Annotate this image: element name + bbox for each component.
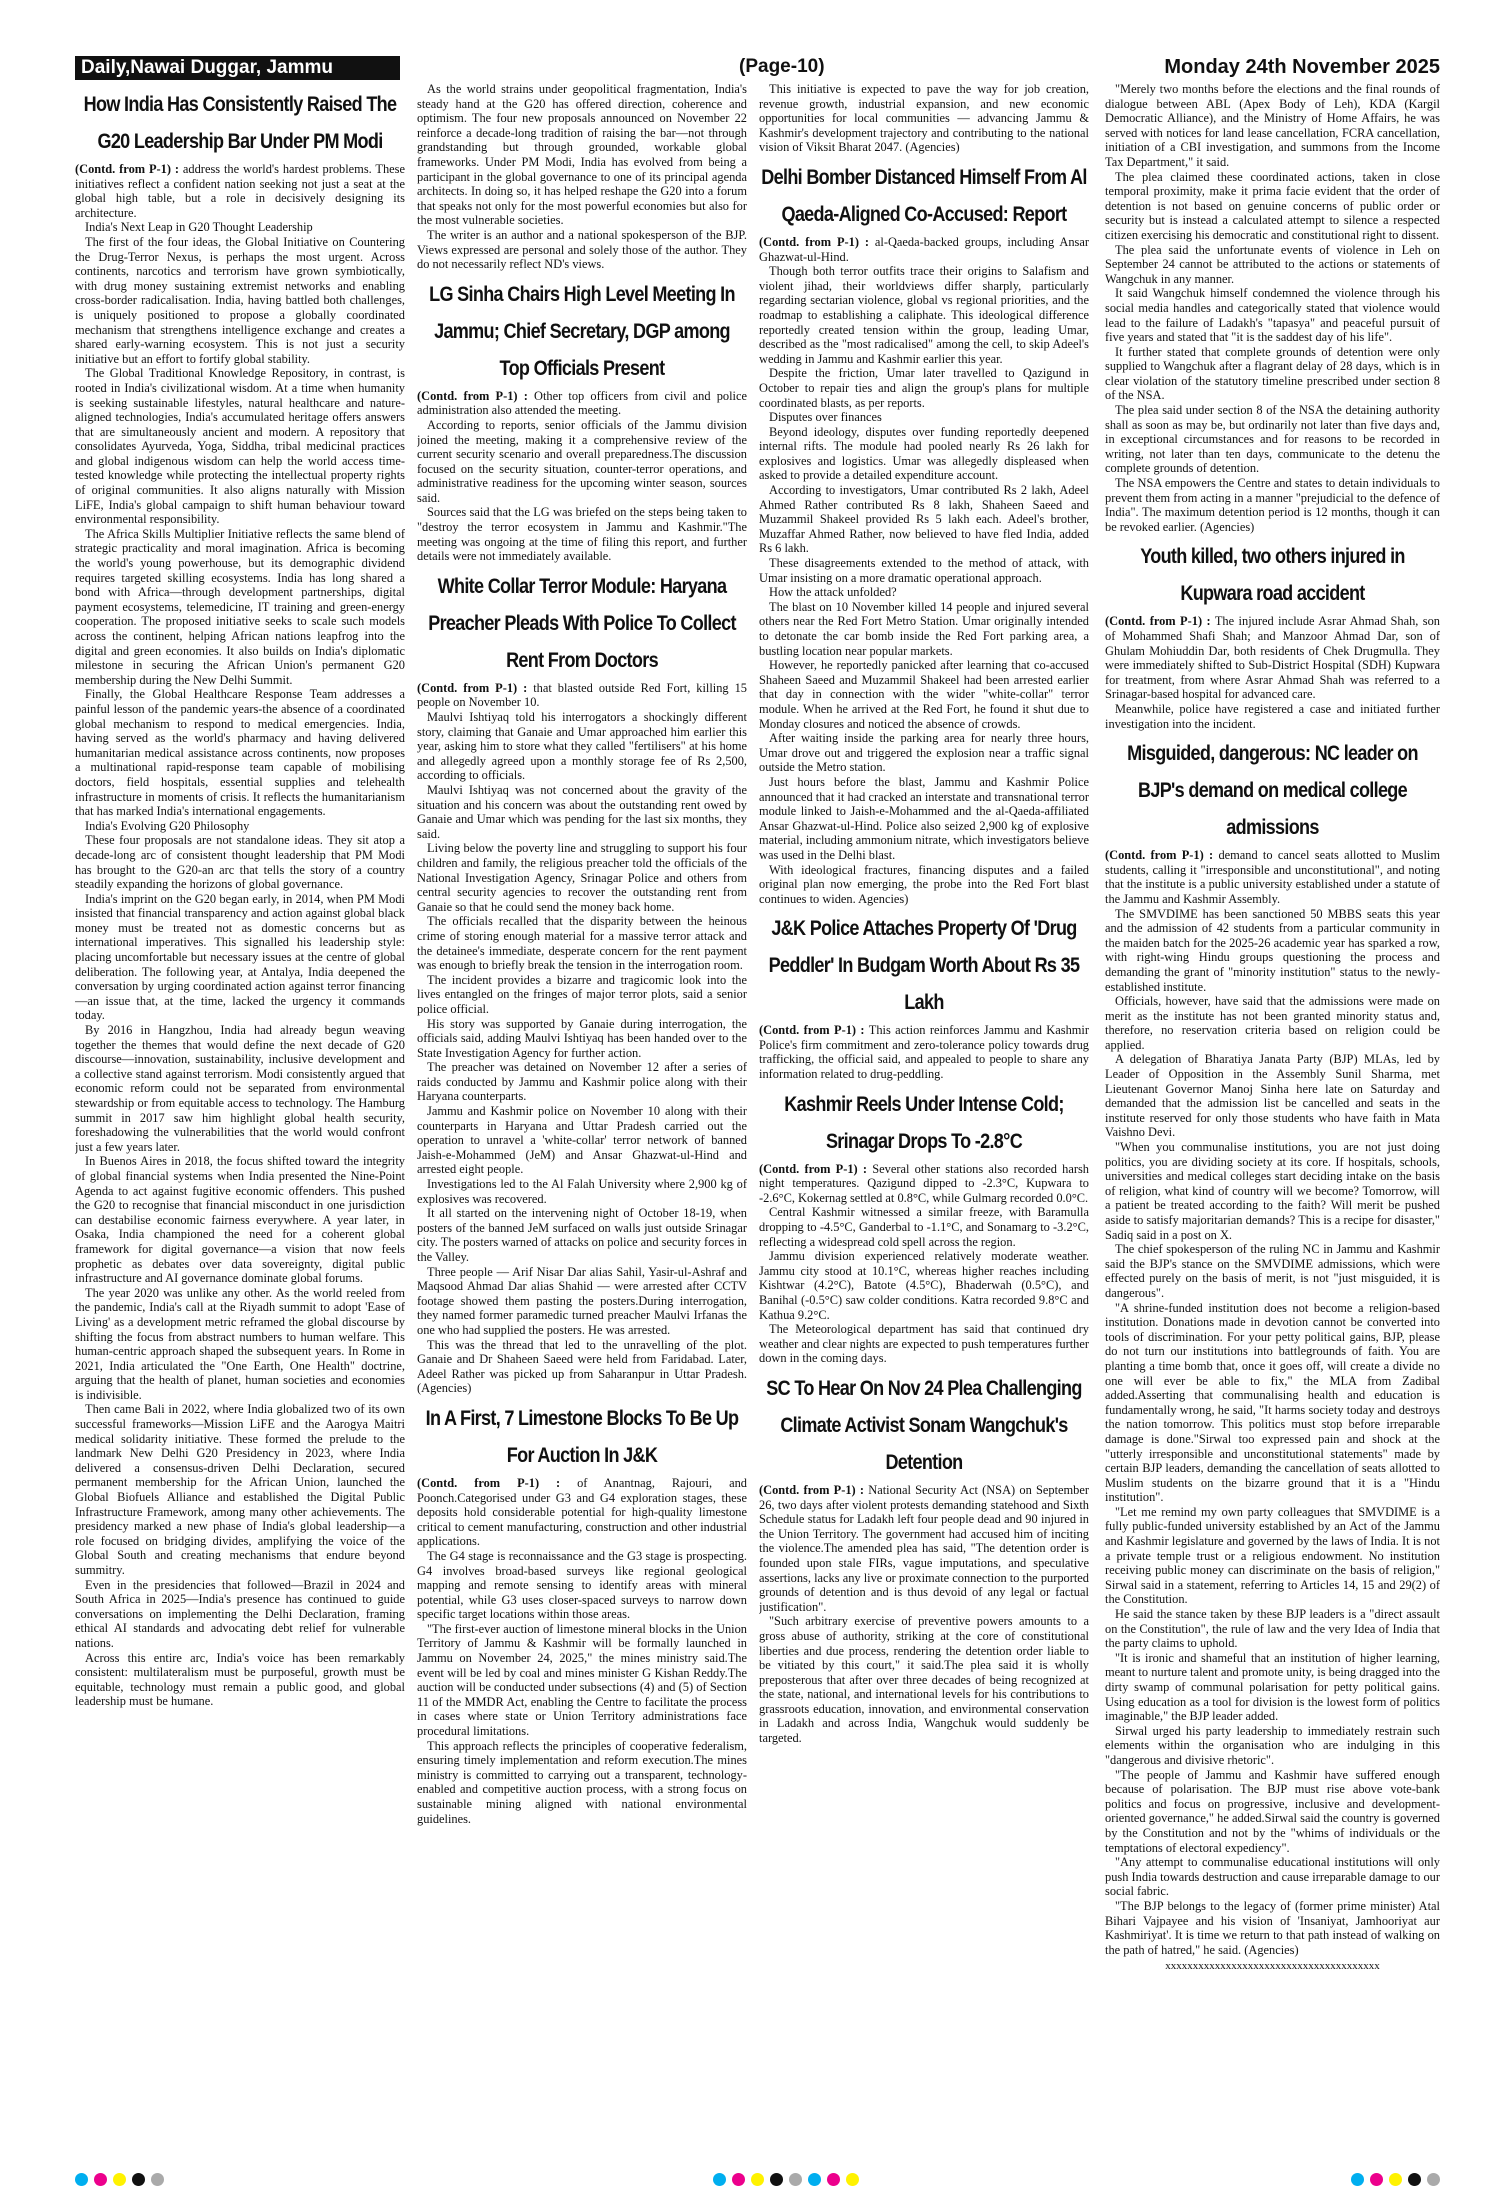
article-paragraph <box>1105 848 1440 906</box>
issue-date: Monday 24th November 2025 <box>1164 56 1440 78</box>
paragraph-text: of Anantnag, Rajouri, and Poonch.Categorised under G3 and G4 exploration stages, these deposits hold considerable potential for high-quality limestone critical to cement manufacturing, construction and other industrial applications. <box>417 1475 747 1549</box>
registration-dot <box>808 2173 821 2186</box>
article-paragraph <box>759 366 1089 410</box>
article-paragraph <box>759 1322 1089 1366</box>
registration-dot <box>1427 2173 1440 2186</box>
paragraph-text: "The first-ever auction of limestone mineral blocks in the Union Territory of Jammu & Kashmir will be formally launched in Jammu on November 24, 2025," the mines ministry said.The event will be led by coal and mines minister G Kishan Reddy.The auction will be conducted under subsections (4) and (5) of Section 11 of the MMDR Act, enabling the Centre to facilitate the process in cases where state or Union Territory administrations face procedural limitations. <box>417 1621 747 1739</box>
article-paragraph <box>759 775 1089 863</box>
page-columns <box>75 82 1440 2140</box>
registration-dot <box>827 2173 840 2186</box>
paragraph-text: Central Kashmir witnessed a similar freeze, with Baramulla dropping to -4.5°C, Ganderbal to -1.1°C, and Sonamarg to -3.2°C, reflecting a widespread cold spell across the region. <box>759 1205 1089 1249</box>
registration-dot <box>132 2173 145 2186</box>
paragraph-text: Beyond ideology, disputes over funding reportedly deepened internal rifts. The module had pooled nearly Rs 26 lakh for explosives and logistics. Umar was allegedly displeased when asked to provide a detailed expenditure account. <box>759 424 1089 483</box>
contd-marker: (Contd. from P-1) : <box>417 1475 561 1490</box>
paragraph-text: It all started on the intervening night of October 18-19, when posters of the banned JeM surfaced on walls just outside Srinagar city. The posters warned of attacks on police and security forces in the Valley. <box>417 1206 747 1264</box>
article-paragraph <box>75 687 405 818</box>
paragraph-text: address the world's hardest problems. These initiatives reflect a confident nation seeking not just a seat at the global high table, but a role in decisively designing its architecture. <box>75 162 405 220</box>
article-paragraph <box>417 1265 747 1338</box>
registration-dot <box>75 2173 88 2186</box>
paragraph-text: His story was supported by Ganaie during interrogation, the officials said, adding Maulvi Ishtiyaq has been handed over to the State Investigation Agency for further action. <box>417 1016 747 1060</box>
column-3 <box>759 82 1089 2140</box>
paragraph-text: According to reports, senior officials of the Jammu division joined the meeting, making it a comprehensive review of the current security scenario and overall preparedness.The discussion focused on the security situation, counter-terror operations, and administrative readiness for the upcoming winter season, sources said. <box>417 417 747 505</box>
article-paragraph <box>417 418 747 506</box>
paragraph-text: Investigations led to the Al Falah University where 2,900 kg of explosives was recovered. <box>417 1177 747 1206</box>
paragraph-text: The officials recalled that the disparity between the heinous crime of storing enough material for a massive terror attack and the detainee's immediate, desperate concern for the rent payment was enough to briefly break the tension in the interrogation room. <box>417 914 747 973</box>
contd-marker: (Contd. from P-1) : <box>417 680 528 695</box>
paragraph-text: Several other stations also recorded harsh night temperatures. Qazigund dipped to -2.3°C, Kupwara to -2.6°C, Kokernag settled at 0.8°C, while Gulmarg recorded 0.0°C. <box>759 1161 1089 1205</box>
paragraph-text: After waiting inside the parking area for nearly three hours, Umar drove out and triggered the explosion near a traffic signal outside the Metro station. <box>759 731 1089 775</box>
paragraph-text: With ideological fractures, financing disputes and a failed original plan now emerging, the probe into the Red Fort blast continues to widen. Agencies) <box>759 862 1089 906</box>
article-paragraph <box>1105 1768 1440 1856</box>
article-paragraph <box>417 1104 747 1177</box>
article-paragraph <box>417 389 747 418</box>
article-paragraph <box>1105 82 1440 170</box>
article-paragraph <box>1105 1052 1440 1140</box>
article-paragraph <box>417 1338 747 1396</box>
paragraph-text: Despite the friction, Umar later travelled to Qazigund in October to repair ties and align the group's plans for multiple coordinated blasts, as per reports. <box>759 366 1089 410</box>
paragraph-text: demand to cancel seats allotted to Muslim students, calling it "irresponsible and unconstitutional", and noting that the institute is a public university established under a statute of the Jammu and Kashmir Assembly. <box>1105 848 1440 906</box>
registration-dot <box>789 2173 802 2186</box>
article-paragraph <box>75 1286 405 1403</box>
headline: In A First, 7 Limestone Blocks To Be Up For Auction In J&K <box>425 1406 739 1467</box>
article-paragraph <box>1105 702 1440 731</box>
end-marker: xxxxxxxxxxxxxxxxxxxxxxxxxxxxxxxxxxxxxxx <box>1165 1960 1380 1973</box>
paragraph-text: al-Qaeda-backed groups, including Ansar Ghazwat-ul-Hind. <box>759 234 1089 264</box>
registration-dot <box>751 2173 764 2186</box>
headline: Misguided, dangerous: NC leader on BJP's demand on medical college admissions <box>1127 742 1418 840</box>
article-paragraph <box>759 1023 1089 1081</box>
column-1 <box>75 82 405 2140</box>
article-paragraph <box>759 1249 1089 1322</box>
contd-marker: (Contd. from P-1) : <box>759 1482 865 1497</box>
paragraph-text: The Africa Skills Multiplier Initiative reflects the same blend of strategic practicality and moral imagination. Africa is becoming the world's young powerhouse, but its demographic dividend requires targeted skilling ecosystems. India has long shared a bond with Africa—through development partnerships, digital payment ecosystems, telemedicine, IT training and green-energy cooperation. The proposed initiative seeks to scale such models across the continent, helping African nations leapfrog into the digital and green economies. It also builds on India's diplomatic milestone in securing the African Union's permanent G20 membership during the New Delhi Summit. <box>75 526 405 687</box>
article-paragraph <box>1105 170 1440 243</box>
article-paragraph <box>759 410 1089 425</box>
paragraph-text: Finally, the Global Healthcare Response Team addresses a painful lesson of the pandemic years-the absence of a coordinated global mechanism to respond to medical emergencies. India, having served as the world's pharmacy and having delivered humanitarian medical assistance across continents, now proposes a multinational rapid-response team capable of mobilising doctors, field hospitals, essential supplies and telehealth infrastructure in moments of crisis. It reflects the humanitarianism that has marked India's international engagements. <box>75 687 405 819</box>
paragraph-text: Officials, however, have said that the admissions were made on merit as the institute has not been granted minority status and, therefore, no reservation criteria based on religion could be applied. <box>1105 994 1440 1052</box>
paragraph-text: The incident provides a bizarre and tragicomic look into the lives entangled on the fringes of major terror plots, said a senior police official. <box>417 972 747 1016</box>
paragraph-text: "The people of Jammu and Kashmir have suffered enough because of polarisation. The BJP must rise above vote-bank politics and focus on progressive, inclusive and development-oriented governance," he added.Sirwal said the country is governed by the Constitution and not by the "whims of individuals or the temptations of electoral expediency". <box>1105 1767 1440 1855</box>
paragraph-text: "The BJP belongs to the legacy of (former prime minister) Atal Bihari Vajpayee and his vision of 'Insaniyat, Jamhooriyat aur Kashmiriyat'. It is time we return to that path instead of walking on the path of hatred," he said. (Agencies) <box>1105 1898 1440 1957</box>
paragraph-text: Just hours before the blast, Jammu and Kashmir Police announced that it had cracked an interstate and transnational terror module linked to Jaish-e-Mohammed and the al-Qaeda-affiliated Ansar Ghazwat-ul-Hind. Police also seized 2,900 kg of explosive material, including ammonium nitrate, which investigators believe was used in the Delhi blast. <box>759 774 1089 862</box>
paragraph-text: It further stated that complete grounds of detention were only supplied to Wangchuk after a flagrant delay of 28 days, which is in clear violation of the statutory timeline prescribed under section 8 of the NSA. <box>1105 344 1440 403</box>
article-delhi-bomber <box>759 159 1089 906</box>
paragraph-text: "Merely two months before the elections and the final rounds of dialogue between ABL (Apex Body of Leh), KDA (Kargil Democratic Alliance), and the Ministry of Home Affairs, he was served with notices for land lease cancellation, FCRA cancellation, initiation of a CBI investigation, and summons from the Income Tax Department," it said. <box>1105 82 1440 169</box>
paragraph-text: "It is ironic and shameful that an institution of higher learning, meant to nurture talent and promote unity, is being dragged into the dirty swamp of communal polarisation for petty political gains. Using education as a tool for division is the lowest form of politics imaginable," the BJP leader added. <box>1105 1650 1440 1724</box>
headline: Delhi Bomber Distanced Himself From Al Qaeda-Aligned Co-Accused: Report <box>761 165 1087 226</box>
article-paragraph <box>1105 243 1440 287</box>
article-paragraph <box>75 1154 405 1285</box>
paragraph-text: Jammu and Kashmir police on November 10 along with their counterparts in Haryana and Uttar Pradesh carried out the operation to unravel a 'white-collar' terror network of banned Jaish-e-Mohammed (JeM) and Ansar Ghazwat-ul-Hind and arrested eight people. <box>417 1104 747 1177</box>
paragraph-text: Across this entire arc, India's voice has been remarkably consistent: multilateralism must be purposeful, growth must be equitable, technology must remain a public good, and global leadership must be humane. <box>75 1650 405 1709</box>
paragraph-text: The plea said the unfortunate events of violence in Leh on September 24 cannot be attributed to the actions or statements of Wangchuk in any manner. <box>1105 242 1440 286</box>
article-paragraph <box>1105 1899 1440 1957</box>
paragraph-text: The chief spokesperson of the ruling NC in Jammu and Kashmir said the BJP's stance on the SMVDIME admissions, which were effected purely on the basis of merit, is not "just misguided, it is dangerous". <box>1105 1242 1440 1300</box>
page-number: (Page-10) <box>739 56 825 77</box>
article-paragraph <box>759 1162 1089 1206</box>
article-paragraph <box>1105 1301 1440 1505</box>
contd-marker: (Contd. from P-1) : <box>1105 614 1211 629</box>
article-paragraph <box>75 1402 405 1577</box>
article-lg-sinha <box>417 276 747 564</box>
article-paragraph <box>759 425 1089 483</box>
contd-marker: (Contd. from P-1) : <box>759 1161 868 1176</box>
article-paragraph <box>417 1476 747 1549</box>
paragraph-text: By 2016 in Hangzhou, India had already begun weaving together the themes that would define the next decade of G20 discourse—innovation, sustainability, inclusive development and a collective stand against terrorism. Modi consistently argued that economic reform could not be separated from environmental stewardship or from equitable access to technology. The Hamburg summit in 2017 saw him highlight global health security, foreshadowing the vulnerabilities that the world would confront just a few years later. <box>75 1023 405 1154</box>
article-nc-leader <box>1105 735 1440 1957</box>
paragraph-text: Three people — Arif Nisar Dar alias Sahil, Yasir-ul-Ashraf and Maqsood Ahmad Dar alias Shahid — were arrested after CCTV footage showed them pasting the posters.During interrogation, they named former paramedic turned preacher Maulvi Irfanas the one who had supplied the posters. He was arrested. <box>417 1264 747 1337</box>
contd-marker: (Contd. from P-1) : <box>75 162 180 176</box>
paragraph-text: Maulvi Ishtiyaq told his interrogators a shockingly different story, claiming that Ganaie and Umar approached him earlier this year, asking him to store what they called "fertilisers" at his home and allegedly agreed upon a monthly storage fee of Rs 2,500, according to officials. <box>417 710 747 783</box>
paragraph-text: Jammu division experienced relatively moderate weather. Jammu city stood at 10.1°C, whereas higher reaches including Kishtwar (4.2°C), Batote (4.5°C), Bhaderwah (0.5°C), and Banihal (-0.5°C) saw colder conditions. Katra recorded 9.8°C and Kathua 9.2°C. <box>759 1249 1089 1322</box>
registration-dots-center <box>713 2173 859 2186</box>
registration-dot <box>1408 2173 1421 2186</box>
article-paragraph <box>417 681 747 710</box>
paragraph-text: "Such arbitrary exercise of preventive powers amounts to a gross abuse of authority, striking at the core of constitutional liberties and due process, rendering the detention order liable to be vitiated by this court," it said.The plea said it is wholly preposterous that after over three decades of being recognized at the state, national, and international levels for his contributions to grassroots education, innovation, and environmental conservation in Ladakh and across India, Wangchuk would suddenly be targeted. <box>759 1614 1089 1746</box>
article-paragraph <box>759 556 1089 585</box>
column-4 <box>1105 82 1440 2140</box>
paragraph-text: The Global Traditional Knowledge Repository, in contrast, is rooted in India's civilizational wisdom. At a time when humanity is seeking sustainable lifestyles, natural healthcare and nature-aligned technologies, India's accumulated heritage offers answers that are simultaneously ancient and modern. A repository that consolidates Ayurveda, Yoga, Siddha, tribal medicinal practices and global indigenous wisdom can help the world access time-tested knowledge while protecting the intellectual property rights of original communities. It also aligns naturally with Mission LiFE, India's global campaign to shift human behaviour toward environmental responsibility. <box>75 366 405 527</box>
paragraph-text: Sources said that the LG was briefed on the steps being taken to "destroy the terror ecosystem in Jammu and Kashmir."The meeting was ongoing at the time of filing this report, and further details were not immediately available. <box>417 505 747 564</box>
article-paragraph <box>1105 1242 1440 1300</box>
article-paragraph <box>75 1651 405 1709</box>
paragraph-text: In Buenos Aires in 2018, the focus shifted toward the integrity of global financial systems when India presented the Nine-Point Agenda to act against fugitive economic offenders. This pushed the G20 to recognise that financial misconduct in one jurisdiction can destabilise economic fairness everywhere. A year later, in Osaka, India championed the need for a coherent global framework for digital governance—a vision that now feels prophetic as debates over data sovereignty, digital public infrastructure and AI governance dominate global forums. <box>75 1154 405 1286</box>
article-paragraph <box>417 841 747 914</box>
article-paragraph <box>417 1206 747 1264</box>
paragraph-text: The blast on 10 November killed 14 people and injured several others near the Red Fort Metro Station. Umar originally intended to detonate the car bomb inside the Red Fort parking area, a bustling location near popular markets. <box>759 599 1089 658</box>
registration-dot <box>1389 2173 1402 2186</box>
article-paragraph <box>75 892 405 1023</box>
article-paragraph <box>759 658 1089 731</box>
article-paragraph <box>75 235 405 366</box>
paragraph-text: Even in the presidencies that followed—Brazil in 2024 and South Africa in 2025—India's presence has continued to guide conversations on implementing the Delhi Declaration, framing ethical AI standards and advocating debt relief for vulnerable nations. <box>75 1577 405 1650</box>
article-paragraph <box>417 973 747 1017</box>
article-paragraph <box>1105 345 1440 403</box>
article-paragraph <box>1105 1855 1440 1899</box>
article-paragraph <box>75 1023 405 1154</box>
registration-dots-left <box>75 2173 164 2186</box>
registration-dot <box>1351 2173 1364 2186</box>
headline: White Collar Terror Module: Haryana Preacher Pleads With Police To Collect Rent From Doctors <box>428 574 736 672</box>
article-paragraph <box>759 235 1089 264</box>
article-paragraph <box>417 914 747 972</box>
article-limestone <box>417 1400 747 1826</box>
article-paragraph <box>759 483 1089 556</box>
article-paragraph <box>75 1578 405 1651</box>
article-paragraph <box>759 1205 1089 1249</box>
article-kashmir-cold <box>759 1086 1089 1366</box>
article-paragraph <box>1105 476 1440 534</box>
article-paragraph <box>417 783 747 841</box>
paragraph-text: India's imprint on the G20 began early, in 2014, when PM Modi insisted that financial transparency and action against global black money must be treated not as domestic concerns but as international imperatives. This signalled his leadership style: placing uncomfortable but necessary issues at the centre of global deliberation. The following year, at Antalya, India deepened the conversation by urging coordinated action against terror financing—an issue that, at the time, lacked the urgency it commands today. <box>75 891 405 1023</box>
paragraph-text: "Let me remind my own party colleagues that SMVDIME is a fully public-funded university established by an Act of the Jammu and Kashmir legislature and governed by the laws of India. It is not a private temple trust or a religious endowment. No institution receiving public money can discriminate on the basis of religion," Sirwal said in a statement, referring to Articles 14, 15 and 29(2) of the Constitution. <box>1105 1504 1440 1607</box>
paragraph-text: However, he reportedly panicked after learning that co-accused Shaheen Saeed and Muzammil Shakeel had been arrested earlier that day in connection with the wider "white-collar" terror module. When he arrived at the Red Fort, he found it shut due to Monday closures and noticed the absence of crowds. <box>759 658 1089 731</box>
registration-marks <box>75 2173 1440 2187</box>
paragraph-text: Meanwhile, police have registered a case and initiated further investigation into the incident. <box>1105 701 1440 731</box>
paragraph-text: Other top officers from civil and police administration also attended the meeting. <box>417 388 747 418</box>
registration-dot <box>846 2173 859 2186</box>
registration-dot <box>732 2173 745 2186</box>
paragraph-text: This approach reflects the principles of cooperative federalism, ensuring timely implementation and reform execution.The mines ministry is committed to carrying out a transparent, technology-enabled and competitive auction process, with a strong focus on sustainable mining aligned with national environmental guidelines. <box>417 1738 747 1826</box>
article-paragraph <box>75 162 405 220</box>
paragraph-text: This initiative is expected to pave the way for job creation, revenue growth, industrial expansion, and new economic opportunities for local communities — advancing Jammu & Kashmir's development trajectory and contributing to the national vision of Viksit Bharat 2047. (Agencies) <box>759 82 1089 155</box>
article-paragraph <box>1105 1140 1440 1242</box>
article-paragraph <box>1105 907 1440 995</box>
article-g20 <box>75 86 405 1709</box>
paragraph-text: National Security Act (NSA) on September 26, two days after violent protests demanding statehood and Sixth Schedule status for Ladakh left four people dead and 90 injured in the Union Territory. The government had accused him of inciting the violence.The amended plea has said, "The detention order is founded upon stale FIRs, vague imputations, and speculative assertions, lacks any live or proximate connection to the purported grounds of detention and is thus devoid of any legal or factual justification". <box>759 1482 1089 1614</box>
paragraph-text: According to investigators, Umar contributed Rs 2 lakh, Adeel Ahmed Rather contributed Rs 8 lakh, Shaheen Saeed and Muzammil Shakeel provided Rs 5 lakh each. Adeel's brother, Muzaffar Ahmed Rather, now believed to have fled India, added Rs 6 lakh. <box>759 483 1089 556</box>
masthead <box>75 56 1440 82</box>
headline: How India Has Consistently Raised The G20 Leadership Bar Under PM Modi <box>83 93 397 153</box>
article-paragraph <box>1105 1607 1440 1651</box>
article-paragraph <box>417 1017 747 1061</box>
paragraph-text: "A shrine-funded institution does not become a religion-based institution. Donations made in devotion cannot be converted into tools of discrimination. For your petty political gains, BJP, please do not turn our institutions into battlegrounds of faith. You are planting a time bomb that, once it goes off, will create a divide no one will ever be able to fix," the MLA from Zadibal added.Asserting that communalising health and education is fundamentally wrong, he said, "It harms society today and destroys the nation tomorrow. This politics must stop before irreparable damage is done."Sirwal too expressed pain and shock at the "utterly irresponsible and unconstitutional statements" made by certain BJP leaders, demanding the cancellation of seats allotted to Muslim students on the bizarre ground that it is a "Hindu institution". <box>1105 1300 1440 1505</box>
paragraph-text: Maulvi Ishtiyaq was not concerned about the gravity of the situation and his concern was about the outstanding rent owed by Ganaie and Umar which was pending for the last six months, they said. <box>417 783 747 841</box>
headline: Youth killed, two others injured in Kupwara road accident <box>1140 545 1405 606</box>
registration-dot <box>113 2173 126 2186</box>
headline: Kashmir Reels Under Intense Cold; Srinagar Drops To -2.8°C <box>784 1092 1064 1153</box>
article-paragraph <box>417 1622 747 1739</box>
article-paragraph <box>417 710 747 783</box>
article-paragraph <box>417 228 747 272</box>
paragraph-text: India's Evolving G20 Philosophy <box>85 818 250 833</box>
article-limestone-continued <box>759 82 1089 155</box>
article-paragraph <box>1105 994 1440 1052</box>
paragraph-text: The first of the four ideas, the Global Initiative on Countering the Drug-Terror Nexus, is perhaps the most urgent. Across continents, narcotics and terrorism have grown symbiotically, with drug money sustaining extremist networks and enabling cross-border radicalisation. India, having battled both challenges, is uniquely positioned to propose a globally coordinated mechanism that strengthens intelligence exchange and creates a shared early-warning ecosystem. This is not just a security initiative but an effort to fortify global stability. <box>75 234 405 366</box>
paragraph-text: The SMVDIME has been sanctioned 50 MBBS seats this year and the admission of 42 students from a particular community in the maiden batch for the 2025-26 academic year has sparked a row, with right-wing Hindu groups questioning the process and demanding the grant of "minority institution" status to the newly-established institute. <box>1105 906 1440 994</box>
paragraph-text: The year 2020 was unlike any other. As the world reeled from the pandemic, India's call at the Riyadh summit to adopt 'Ease of Living' as a development metric reframed the global discourse by shifting the focus from abstract numbers to human welfare. This human-centric approach shaped the subsequent years. In Rome in 2021, India articulated the "One Earth, One Health" doctrine, arguing that the health of planet, human societies and economies is indivisible. <box>75 1285 405 1402</box>
paragraph-text: Disputes over finances <box>769 410 882 425</box>
paragraph-text: The NSA empowers the Centre and states to detain individuals to prevent them from acting in a manner "prejudicial to the defence of India". The maximum detention period is 12 months, though it can be revoked earlier. (Agencies) <box>1105 476 1440 534</box>
article-paragraph <box>417 1739 747 1827</box>
article-paragraph <box>1105 1651 1440 1724</box>
paragraph-text: The writer is an author and a national spokesperson of the BJP. Views expressed are personal and solely those of the author. They do not necessarily reflect ND's views. <box>417 227 747 272</box>
article-paragraph <box>759 585 1089 600</box>
paragraph-text: India's Next Leap in G20 Thought Leadership <box>85 220 313 235</box>
contd-marker: (Contd. from P-1) : <box>759 234 869 249</box>
article-paragraph <box>1105 1724 1440 1768</box>
article-paragraph <box>759 264 1089 366</box>
paragraph-text: A delegation of Bharatiya Janata Party (BJP) MLAs, led by Leader of Opposition in the Assembly Sunil Sharma, met Lieutenant Governor Manoj Sinha here late on Saturday and demanded that the admission list be cancelled and seats in the institute reserved for only those students who have faith in Mata Vaishno Devi. <box>1105 1052 1440 1140</box>
paragraph-text: "Any attempt to communalise educational institutions will only push India towards destruction and cause irreparable damage to our social fabric. <box>1105 1855 1440 1899</box>
article-kupwara <box>1105 538 1440 731</box>
paragraph-text: This action reinforces Jammu and Kashmir Police's firm commitment and zero-tolerance policy towards drug trafficking, the official said, and appealed to people to share any information related to drug-peddling. <box>759 1023 1089 1082</box>
article-paragraph <box>759 600 1089 658</box>
article-paragraph <box>417 505 747 563</box>
article-paragraph <box>75 819 405 834</box>
paragraph-text: Then came Bali in 2022, where India globalized two of its own successful frameworks—Mission LiFE and the Aarogya Maitri medical solidarity initiative. These formed the prelude to the landmark New Delhi G20 Presidency in 2023, where India delivered a consensus-driven Delhi Declaration, secured permanent membership for the African Union, launched the Global Biofuels Alliance and established the Digital Public Infrastructure Framework, among many other achievements. The presidency marked a new phase of India's global leadership—a role focused on bridging divides, amplifying the voice of the Global South and creating mechanisms that endure beyond summitry. <box>75 1402 405 1577</box>
contd-marker: (Contd. from P-1) : <box>417 388 528 403</box>
article-paragraph <box>75 527 405 688</box>
paragraph-text: These four proposals are not standalone ideas. They sit atop a decade-long arc of consistent thought leadership that PM Modi has brought to the G20-an arc that tells the story of a country steadily expanding the horizons of global governance. <box>75 833 405 892</box>
paragraph-text: Though both terror outfits trace their origins to Salafism and violent jihad, their worldviews differ sharply, particularly regarding sectarian violence, global vs regional priorities, and the roadmap to establishing a caliphate. This ideological difference reportedly created tension within the group, leading Umar, described as the "most radicalised" among the cell, to skip Adeel's wedding in Jammu and Kashmir earlier this year. <box>759 264 1089 366</box>
article-paragraph <box>75 833 405 891</box>
paragraph-text: It said Wangchuk himself condemned the violence through his social media handles and categorically stated that violence would lead to the failure of Ladakh's "tapasya" and peaceful pursuit of five years and stated that "it is the saddest day of his life". <box>1105 286 1440 345</box>
article-g20-continued <box>417 82 747 272</box>
headline: LG Sinha Chairs High Level Meeting In Jammu; Chief Secretary, DGP among Top Officials Present <box>429 282 735 380</box>
headline: SC To Hear On Nov 24 Plea Challenging Climate Activist Sonam Wangchuk's Detention <box>766 1376 1082 1474</box>
article-paragraph <box>759 731 1089 775</box>
article-sc-wangchuk <box>759 1370 1089 1746</box>
paragraph-text: How the attack unfolded? <box>769 585 897 600</box>
paragraph-text: "When you communalise institutions, you are not just doing politics, you are dividing society at its core. If hospitals, schools, universities and medical colleges start deciding intake on the basis of religion, what kind of country will we become? Tomorrow, will a patient be treated according to the faith? Will merit be pushed aside to satisfy majoritarian demands? This is a recipe for disaster," Sadiq said in a post on X. <box>1105 1140 1440 1242</box>
paragraph-text: These disagreements extended to the method of attack, with Umar insisting on a more dramatic operational approach. <box>759 556 1089 585</box>
registration-dot <box>1370 2173 1383 2186</box>
paragraph-text: The plea claimed these coordinated actions, taken in close temporal proximity, make it prima facie evident that the order of detention is not based on genuine concerns of public order or security but is instead a calculated attempt to silence a respected citizen exercising his democratic and constitutional right to dissent. <box>1105 169 1440 242</box>
column-2 <box>417 82 747 2140</box>
article-paragraph <box>759 1483 1089 1614</box>
article-paragraph <box>75 366 405 527</box>
paragraph-text: The G4 stage is reconnaissance and the G3 stage is prospecting. G4 involves broad-based surveys like regional geological mapping and remote sensing to identify areas with mineral potential, while G3 uses closer-spaced surveys to narrow down specific target locations within those areas. <box>417 1548 747 1622</box>
article-paragraph <box>417 1177 747 1206</box>
paragraph-text: As the world strains under geopolitical fragmentation, India's steady hand at the G20 has offered direction, coherence and optimism. The four new proposals announced on November 22 reinforce a decade-long tradition of raising the bar—not through grandstanding but through grounded, workable global frameworks. Under PM Modi, India has evolved from being a participant in the global governance to one of its principal agenda architects. In doing so, it has helped reshape the G20 into a forum that speaks not only for the most powerful economies but also for the most vulnerable societies. <box>417 82 747 228</box>
article-paragraph <box>1105 286 1440 344</box>
article-paragraph <box>1105 403 1440 476</box>
registration-dot <box>94 2173 107 2186</box>
registration-dot <box>151 2173 164 2186</box>
paragraph-text: The injured include Asrar Ahmad Shah, son of Mohammed Shafi Shah; and Manzoor Ahmad Dar, son of Ghulam Mohiuddin Dar, both residents of Chek Drugmulla. They were immediately shifted to Sub-District Hospital (SDH) Kupwara for treatment, from where Asrar Ahmad Shah was referred to a Srinagar-based hospital for advanced care. <box>1105 614 1440 702</box>
contd-marker: (Contd. from P-1) : <box>759 1023 865 1038</box>
paper-name: Daily,Nawai Duggar, Jammu <box>75 56 400 80</box>
headline: J&K Police Attaches Property Of 'Drug Peddler' In Budgam Worth About Rs 35 Lakh <box>768 917 1080 1015</box>
paragraph-text: This was the thread that led to the unravelling of the plot. Ganaie and Dr Shaheen Saeed were held from Faridabad. Later, Adeel Rather was picked up from Saharanpur in Uttar Pradesh. (Agencies) <box>417 1337 747 1396</box>
paragraph-text: Living below the poverty line and struggling to support his four children and family, the religious preacher told the officials of the National Investigation Agency, Srinagar Police and others from central security agencies to recover the outstanding rent from Ganaie so that he could send the money back home. <box>417 841 747 914</box>
article-paragraph <box>75 220 405 235</box>
article-paragraph <box>1105 1505 1440 1607</box>
registration-dots-right <box>1351 2173 1440 2186</box>
article-white-collar <box>417 568 747 1396</box>
paragraph-text: The plea said under section 8 of the NSA the detaining authority shall as soon as may be, but ordinarily not later than five days and, in exceptional circumstances and for reasons to be recorded in writing, not later than ten days, communicate to the detenu the complete grounds of detention. <box>1105 403 1440 476</box>
article-paragraph <box>759 863 1089 907</box>
paragraph-text: The preacher was detained on November 12 after a series of raids conducted by Jammu and Kashmir police along with their Haryana counterparts. <box>417 1060 747 1104</box>
article-paragraph <box>759 82 1089 155</box>
registration-dot <box>713 2173 726 2186</box>
article-paragraph <box>759 1614 1089 1745</box>
article-jk-police <box>759 910 1089 1081</box>
article-paragraph <box>417 1549 747 1622</box>
paragraph-text: Sirwal urged his party leadership to immediately restrain such elements within the organisation who are indulging in this "dangerous and divisive rhetoric". <box>1105 1723 1440 1767</box>
article-paragraph <box>417 1060 747 1104</box>
paragraph-text: He said the stance taken by these BJP leaders is a "direct assault on the Constitution", the rule of law and the very Idea of India that the party claims to uphold. <box>1105 1607 1440 1651</box>
contd-marker: (Contd. from P-1) : <box>1105 848 1214 863</box>
article-paragraph <box>1105 614 1440 702</box>
article-paragraph <box>417 82 747 228</box>
article-sc-wangchuk-continued <box>1105 82 1440 534</box>
registration-dot <box>770 2173 783 2186</box>
paragraph-text: The Meteorological department has said that continued dry weather and clear nights are expected to push temperatures further down in the coming days. <box>759 1322 1089 1366</box>
paragraph-text: that blasted outside Red Fort, killing 15 people on November 10. <box>417 680 747 710</box>
